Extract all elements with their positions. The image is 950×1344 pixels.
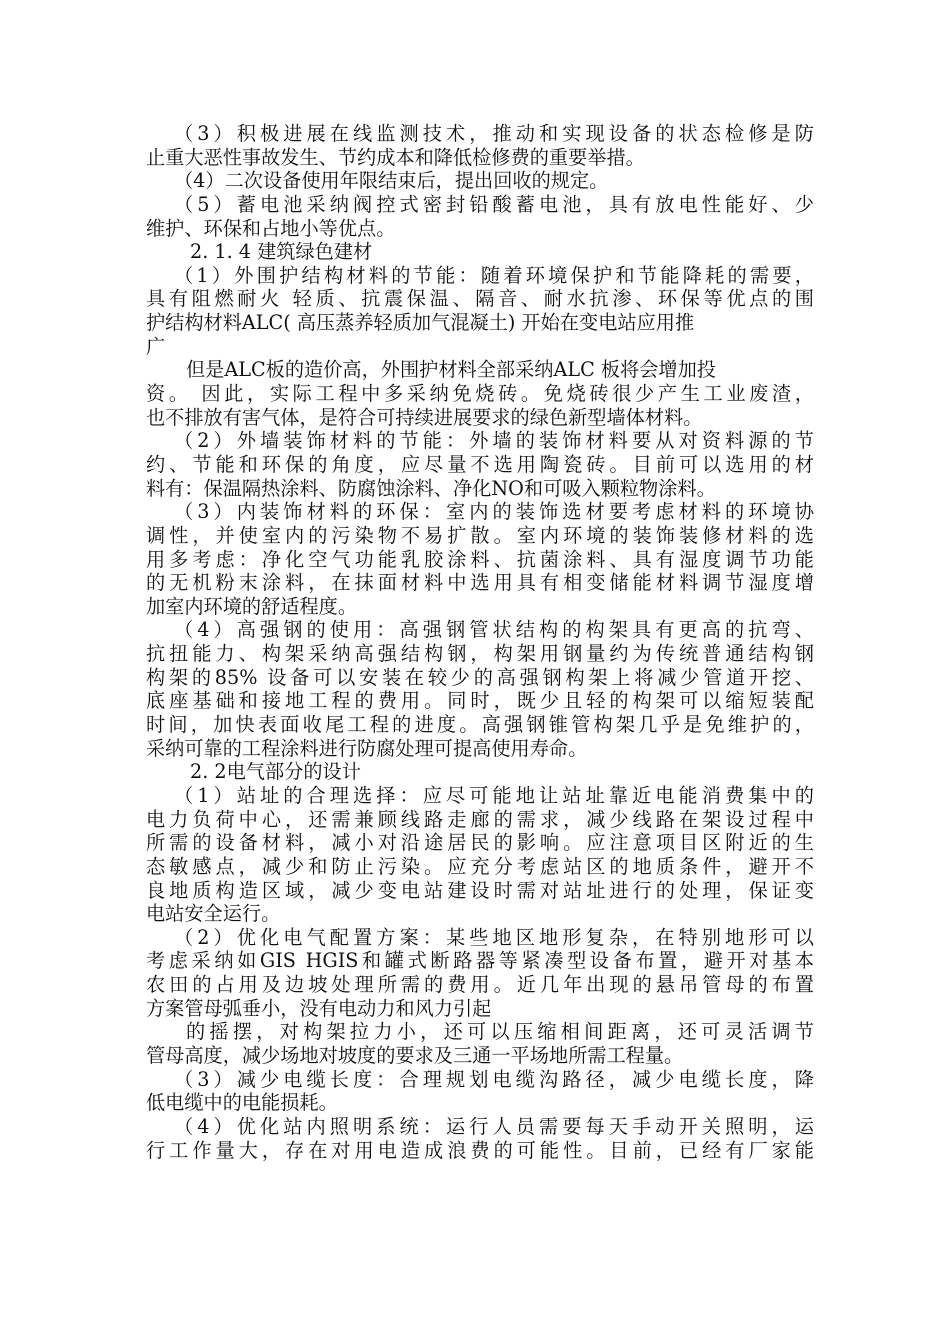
text-line: （4）二次设备使用年限结束后，提出回收的规定。 [174,169,609,193]
text-line: 管母高度，减少场地对坡度的要求及三通一平场地所需工程量。 [146,1043,684,1067]
text-line: 具有阻燃耐火 轻质、抗震保温、隔音、耐水抗渗、环保等优点的围 [146,287,814,311]
text-line: 低电缆中的电能损耗。 [146,1091,338,1115]
text-line: （2）优化电气配置方案：某些地区地形复杂，在特别地形可以 [174,925,814,949]
text-line: 的无机粉末涂料，在抹面材料中选用具有相变储能材料调节湿度增 [146,571,814,595]
text-line: （4）高强钢的使用：高强钢管状结构的构架具有更高的抗弯、 [174,618,814,642]
text-line: 农田的占用及边坡处理所需的费用。近几年出现的悬吊管母的布置 [146,973,814,997]
text-line: 用多考虑：净化空气功能乳胶涂料、抗菌涂料、具有湿度调节功能 [146,547,814,571]
text-line: （1）站址的合理选择：应尽可能地让站址靠近电能消费集中的 [174,783,814,807]
text-line: （4）优化站内照明系统：运行人员需要每天手动开关照明，运 [174,1114,814,1138]
text-line: （3）内装饰材料的环保：室内的装饰选材要考虑材料的环境协 [174,500,814,524]
text-line: （3）积极进展在线监测技术，推动和实现设备的状态检修是防 [174,122,814,145]
text-line: 维护、环保和占地小等优点。 [146,216,396,240]
text-line: 电力负荷中心，还需兼顾线路走廊的需求，减少线路在架设过程中 [146,807,814,831]
text-line: 态敏感点，减少和防止污染。应充分考虑站区的地质条件，避开不 [146,854,814,878]
text-line: 资。 因此，实际工程中多采纳免烧砖。免烧砖很少产生工业废渣， [146,382,814,406]
text-line: 考虑采纳如GIS HGIS和罐式断路器等紧凑型设备布置，避开对基本 [146,949,814,973]
text-line: 护结构材料ALC( 高压蒸养轻质加气混凝土) 开始在变电站应用推 [146,311,695,335]
text-line: 广 [146,334,166,358]
text-line: 的摇摆，对构架拉力小，还可以压缩相间距离，还可灵活调节 [186,1020,814,1044]
text-line: 良地质构造区域，减少变电站建设时需对站址进行的处理，保证变 [146,878,814,902]
text-line: 约、节能和环保的角度，应尽量不选用陶瓷砖。目前可以选用的材 [146,452,814,476]
text-line: 时间，加快表面收尾工程的进度。高强钢锥管构架几乎是免维护的， [146,713,814,737]
text-line: 2. 1. 4 建筑绿色建材 [190,240,373,264]
text-line: 也不排放有害气体，是符合可持续进展要求的绿色新型墙体材料。 [146,405,703,429]
text-line: 构架的85% 设备可以安装在较少的高强钢构架上将减少管道开挖、 [146,665,814,689]
text-line: 但是ALC板的造价高，外围护材料全部采纳ALC 板将会增加投 [186,358,716,382]
document-body [146,122,814,1162]
text-line: 底座基础和接地工程的费用。同时，既少且轻的构架可以缩短装配 [146,689,814,713]
text-line: （1）外围护结构材料的节能：随着环境保护和节能降耗的需要， [174,263,814,287]
text-line: 采纳可靠的工程涂料进行防腐处理可提高使用寿命。 [146,736,588,760]
text-line: 行工作量大，存在对用电造成浪费的可能性。目前，已经有厂家能 [146,1138,814,1162]
text-line: （3）减少电缆长度：合理规划电缆沟路径，减少电缆长度，降 [174,1067,814,1091]
text-line: 2. 2电气部分的设计 [190,760,361,784]
text-line: 料有：保温隔热涂料、防腐蚀涂料、净化NO和可吸入颗粒物涂料。 [146,476,716,500]
text-line: 调性，并使室内的污染物不易扩散。室内环境的装饰装修材料的选 [146,523,814,547]
text-line: （2）外墙装饰材料的节能：外墙的装饰材料要从对资料源的节 [174,429,814,453]
text-line: 抗扭能力、构架采纳高强结构钢，构架用钢量约为传统普通结构钢 [146,642,814,666]
text-line: （5）蓄电池采纳阀控式密封铅酸蓄电池，具有放电性能好、少 [174,192,814,216]
text-line: 电站安全运行。 [146,902,281,926]
text-line: 止重大恶性事故发生、节约成本和降低检修费的重要举措。 [146,145,645,169]
text-line: 方案管母弧垂小，没有电动力和风力引起 [146,996,492,1020]
text-line: 所需的设备材料，减小对沿途居民的影响。应注意项目区附近的生 [146,831,814,855]
text-line: 加室内环境的舒适程度。 [146,594,358,618]
